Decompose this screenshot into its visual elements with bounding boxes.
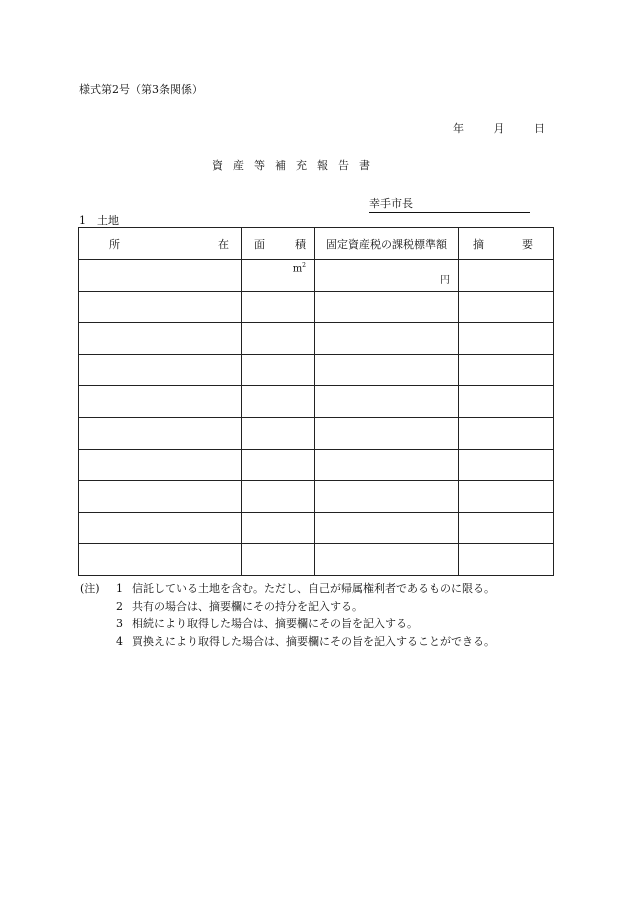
note-number: 3 (116, 617, 123, 630)
notes-section (80, 580, 495, 650)
land-table (78, 227, 554, 576)
form-number: 様式第2号（第3条関係） (79, 83, 203, 96)
cell-tax-base[interactable] (315, 323, 459, 355)
cell-tax-base[interactable] (315, 386, 459, 418)
note-item (80, 633, 495, 651)
header-area-part1: 面 (254, 237, 265, 251)
cell-area[interactable] (242, 291, 315, 323)
area-unit-label: $m^2$ (292, 262, 306, 275)
cell-location[interactable] (79, 417, 242, 449)
note-text: 買換えにより取得した場合は、摘要欄にその旨を記入することができる。 (132, 634, 495, 648)
cell-area[interactable] (242, 354, 315, 386)
cell-tax-base[interactable] (315, 512, 459, 544)
header-location (79, 228, 242, 260)
cell-remarks[interactable] (459, 260, 554, 292)
cell-area[interactable] (242, 481, 315, 513)
note-text: 共有の場合は、摘要欄にその持分を記入する。 (132, 599, 363, 613)
cell-tax-base[interactable] (315, 417, 459, 449)
cell-location[interactable] (79, 544, 242, 576)
header-remarks (459, 228, 554, 260)
table-body (79, 260, 554, 576)
date-month: 月 (493, 122, 505, 135)
header-area-part2: 積 (295, 237, 306, 251)
yen-unit-label: 円 (440, 275, 450, 286)
date-day: 日 (534, 122, 545, 135)
note-number: 2 (116, 599, 123, 613)
table-row (79, 291, 554, 323)
header-remarks-part2: 要 (522, 237, 533, 251)
header-area (242, 228, 315, 260)
cell-remarks[interactable] (459, 386, 554, 418)
header-location-part2: 在 (218, 237, 229, 251)
cell-location[interactable] (79, 512, 242, 544)
table-row (79, 323, 554, 355)
cell-tax-base[interactable] (315, 481, 459, 513)
cell-remarks[interactable] (459, 512, 554, 544)
note-item (80, 598, 495, 616)
note-item (80, 615, 495, 633)
note-number: 1 (116, 582, 123, 595)
cell-tax-base[interactable] (315, 260, 459, 292)
cell-location[interactable] (79, 291, 242, 323)
cell-location[interactable] (79, 323, 242, 355)
table-row (79, 481, 554, 513)
date-year: 年 (453, 122, 464, 135)
document-title: 資産等補充報告書 (212, 159, 380, 172)
table-row (79, 417, 554, 449)
cell-tax-base[interactable] (315, 544, 459, 576)
cell-area[interactable] (242, 449, 315, 481)
table-row (79, 449, 554, 481)
cell-area[interactable] (242, 260, 315, 292)
table-row (79, 544, 554, 576)
date-line (453, 120, 545, 136)
cell-area[interactable] (242, 417, 315, 449)
cell-area[interactable] (242, 386, 315, 418)
note-number: 4 (116, 634, 123, 648)
cell-remarks[interactable] (459, 449, 554, 481)
cell-remarks[interactable] (459, 544, 554, 576)
cell-location[interactable] (79, 449, 242, 481)
cell-remarks[interactable] (459, 323, 554, 355)
cell-location[interactable] (79, 481, 242, 513)
note-text: 信託している土地を含む。ただし、自己が帰属権利者であるものに限る。 (132, 582, 495, 595)
section-heading: 1 土地 (79, 214, 119, 227)
table-header-row (79, 228, 554, 260)
cell-location[interactable] (79, 260, 242, 292)
cell-area[interactable] (242, 512, 315, 544)
cell-location[interactable] (79, 386, 242, 418)
cell-remarks[interactable] (459, 417, 554, 449)
cell-area[interactable] (242, 323, 315, 355)
cell-location[interactable] (79, 354, 242, 386)
cell-remarks[interactable] (459, 481, 554, 513)
cell-remarks[interactable] (459, 291, 554, 323)
table-row (79, 260, 554, 292)
header-remarks-part1: 摘 (473, 237, 484, 251)
cell-tax-base[interactable] (315, 291, 459, 323)
note-item (80, 580, 495, 598)
header-tax-base: 固定資産税の課税標準額 (315, 228, 459, 260)
note-text: 相続により取得した場合は、摘要欄にその旨を記入する。 (132, 617, 418, 630)
table-row (79, 354, 554, 386)
table-row (79, 386, 554, 418)
addressee: 幸手市長 (369, 195, 530, 213)
cell-tax-base[interactable] (315, 449, 459, 481)
header-location-part1: 所 (109, 237, 120, 251)
cell-area[interactable] (242, 544, 315, 576)
cell-tax-base[interactable] (315, 354, 459, 386)
table-row (79, 512, 554, 544)
notes-label: (注) (80, 582, 100, 595)
cell-remarks[interactable] (459, 354, 554, 386)
